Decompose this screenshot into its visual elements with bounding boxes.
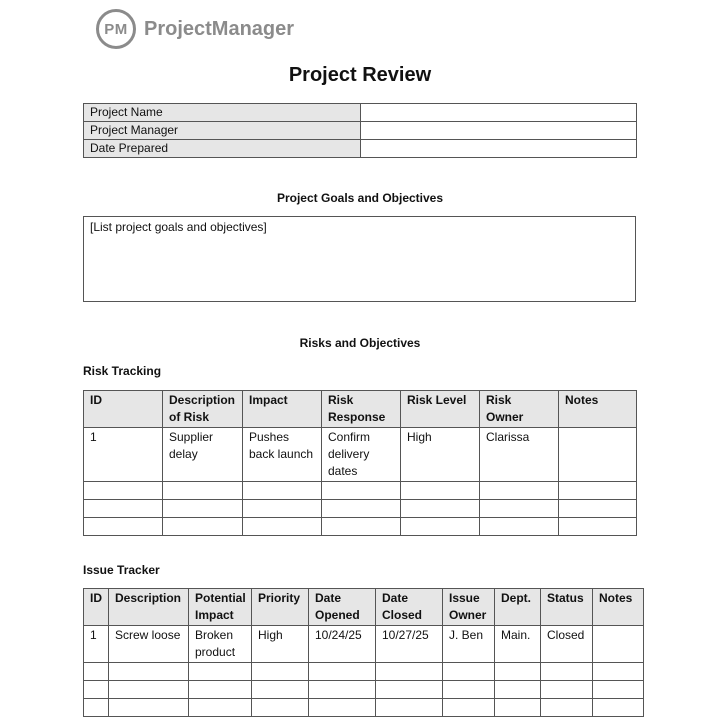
table-cell[interactable]: Clarissa xyxy=(480,428,559,482)
table-cell[interactable] xyxy=(593,681,644,699)
risk-tracking-heading: Risk Tracking xyxy=(83,364,162,378)
info-row xyxy=(84,104,637,122)
table-cell[interactable] xyxy=(376,699,443,717)
table-cell[interactable] xyxy=(84,500,163,518)
table-cell[interactable] xyxy=(252,681,309,699)
table-cell[interactable] xyxy=(163,482,243,500)
table-cell[interactable] xyxy=(559,428,637,482)
column-header: Status xyxy=(541,589,593,626)
table-cell[interactable] xyxy=(109,681,189,699)
table-cell[interactable] xyxy=(309,681,376,699)
table-cell[interactable] xyxy=(309,699,376,717)
page-title: Project Review xyxy=(288,64,432,86)
table-cell[interactable] xyxy=(495,699,541,717)
table-cell[interactable]: J. Ben xyxy=(443,626,495,663)
info-label: Project Manager xyxy=(84,122,361,140)
table-cell[interactable] xyxy=(163,500,243,518)
table-cell[interactable] xyxy=(84,663,109,681)
table-cell[interactable] xyxy=(84,699,109,717)
column-header: Dept. xyxy=(495,589,541,626)
table-cell[interactable] xyxy=(163,518,243,536)
column-header: Impact xyxy=(243,391,322,428)
table-cell[interactable] xyxy=(243,482,322,500)
column-header: Notes xyxy=(593,589,644,626)
table-cell[interactable] xyxy=(480,482,559,500)
table-row xyxy=(84,500,637,518)
table-cell[interactable] xyxy=(376,681,443,699)
table-cell[interactable] xyxy=(559,482,637,500)
table-cell[interactable] xyxy=(401,518,480,536)
goals-textarea[interactable] xyxy=(83,216,636,302)
brand-logo xyxy=(96,9,294,49)
table-cell[interactable] xyxy=(84,482,163,500)
column-header: Risk Owner xyxy=(480,391,559,428)
project-name-field[interactable] xyxy=(361,104,637,122)
table-cell[interactable] xyxy=(495,681,541,699)
table-cell[interactable] xyxy=(593,626,644,663)
goals-placeholder: [List project goals and objectives] xyxy=(90,220,267,234)
info-row xyxy=(84,122,637,140)
table-row xyxy=(84,663,644,681)
table-cell[interactable] xyxy=(252,663,309,681)
table-cell[interactable] xyxy=(443,699,495,717)
logo-text: ProjectManager xyxy=(144,17,295,40)
project-manager-field[interactable] xyxy=(361,122,637,140)
column-header: Priority xyxy=(252,589,309,626)
table-cell[interactable] xyxy=(189,699,252,717)
table-row xyxy=(84,428,637,482)
table-cell[interactable] xyxy=(559,518,637,536)
table-cell[interactable] xyxy=(252,699,309,717)
goals-heading: Project Goals and Objectives xyxy=(276,191,444,205)
table-cell[interactable] xyxy=(480,500,559,518)
table-cell[interactable] xyxy=(322,500,401,518)
table-cell[interactable] xyxy=(495,663,541,681)
table-header-row xyxy=(84,589,644,626)
risks-heading: Risks and Objectives xyxy=(299,336,421,350)
info-row xyxy=(84,140,637,158)
table-row xyxy=(84,681,644,699)
table-cell[interactable] xyxy=(541,663,593,681)
table-cell[interactable]: Screw loose xyxy=(109,626,189,663)
table-cell[interactable] xyxy=(309,663,376,681)
table-cell[interactable]: 1 xyxy=(84,626,109,663)
table-cell[interactable]: Broken product xyxy=(189,626,252,663)
table-cell[interactable] xyxy=(322,482,401,500)
table-row xyxy=(84,626,644,663)
date-prepared-field[interactable] xyxy=(361,140,637,158)
table-cell[interactable] xyxy=(593,663,644,681)
table-cell[interactable] xyxy=(401,482,480,500)
table-cell[interactable] xyxy=(243,500,322,518)
column-header: Date Opened xyxy=(309,589,376,626)
column-header: Notes xyxy=(559,391,637,428)
table-cell[interactable] xyxy=(480,518,559,536)
table-cell[interactable]: Closed xyxy=(541,626,593,663)
column-header: Issue Owner xyxy=(443,589,495,626)
table-cell[interactable] xyxy=(189,663,252,681)
table-cell[interactable] xyxy=(243,518,322,536)
table-cell[interactable] xyxy=(84,681,109,699)
table-cell[interactable] xyxy=(84,518,163,536)
table-cell[interactable] xyxy=(109,699,189,717)
info-label: Project Name xyxy=(84,104,361,122)
table-cell[interactable] xyxy=(376,663,443,681)
column-header: Risk Level xyxy=(401,391,480,428)
table-row xyxy=(84,518,637,536)
column-header: Potential Impact xyxy=(189,589,252,626)
table-cell[interactable] xyxy=(401,500,480,518)
info-label: Date Prepared xyxy=(84,140,361,158)
column-header: Description of Risk xyxy=(163,391,243,428)
column-header: ID xyxy=(84,391,163,428)
issue-tracker-heading: Issue Tracker xyxy=(83,563,160,577)
table-row xyxy=(84,482,637,500)
table-cell[interactable]: 1 xyxy=(84,428,163,482)
issue-tracker-table xyxy=(83,588,644,717)
table-cell[interactable] xyxy=(189,681,252,699)
table-row xyxy=(84,699,644,717)
table-cell[interactable]: High xyxy=(401,428,480,482)
column-header: Date Closed xyxy=(376,589,443,626)
table-cell[interactable]: 10/27/25 xyxy=(376,626,443,663)
table-cell[interactable]: Confirm delivery dates xyxy=(322,428,401,482)
column-header: Description xyxy=(109,589,189,626)
table-cell[interactable]: Pushes back launch xyxy=(243,428,322,482)
table-cell[interactable] xyxy=(593,699,644,717)
table-cell[interactable] xyxy=(541,699,593,717)
table-cell[interactable]: 10/24/25 xyxy=(309,626,376,663)
logo-badge: PM xyxy=(96,9,136,49)
table-cell[interactable] xyxy=(559,500,637,518)
column-header: ID xyxy=(84,589,109,626)
table-cell[interactable]: Main. xyxy=(495,626,541,663)
table-cell[interactable] xyxy=(322,518,401,536)
table-cell[interactable] xyxy=(541,681,593,699)
column-header: Risk Response xyxy=(322,391,401,428)
risk-tracking-table xyxy=(83,390,637,536)
table-cell[interactable]: High xyxy=(252,626,309,663)
table-cell[interactable] xyxy=(443,681,495,699)
table-header-row xyxy=(84,391,637,428)
table-cell[interactable] xyxy=(109,663,189,681)
project-info-table xyxy=(83,103,637,158)
table-cell[interactable] xyxy=(443,663,495,681)
table-cell[interactable]: Supplier delay xyxy=(163,428,243,482)
